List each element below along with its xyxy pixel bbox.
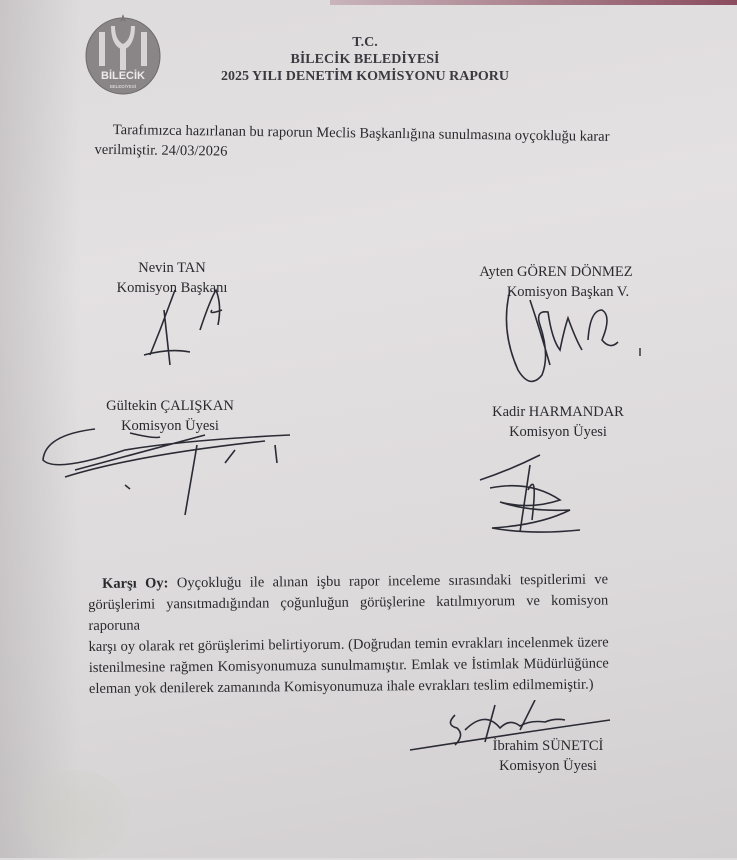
intro-line-1: Tarafımızca hazırlanan bu raporun Meclis Başkanlığına sunulmasına oyçokluğu karar bbox=[112, 121, 610, 145]
signature-kadir-harmandar bbox=[470, 450, 590, 540]
signatory-role: Komisyon Başkan V. bbox=[506, 284, 630, 300]
signatory-role: Komisyon Üyesi bbox=[509, 424, 607, 440]
bilecik-municipality-seal-icon bbox=[83, 10, 163, 96]
intro-line-2: verilmiştir. 24/03/2026 bbox=[94, 141, 228, 160]
signatory-name: Kadir HARMANDAR bbox=[492, 404, 624, 420]
signatory-nevin-tan bbox=[112, 258, 232, 298]
signatory-name: Gültekin ÇALIŞKAN bbox=[106, 398, 234, 414]
dissenting-opinion bbox=[88, 569, 609, 700]
intro-paragraph bbox=[94, 120, 633, 167]
header-municipality: BİLECİK BELEDİYESİ bbox=[290, 52, 440, 67]
signatory-role: Komisyon Üyesi bbox=[121, 418, 219, 434]
dissent-line-2: görüşlerimi yansıtmadığından çoğunluğun görüşlerine katılmıyorum ve komisyon raporuna bbox=[88, 592, 609, 634]
signatory-ayten-goren-donmez bbox=[466, 262, 646, 302]
dissent-line-1: Karşı Oy: Oyçokluğu ile alınan işbu rapor inceleme sırasındaki tespitlerimi ve bbox=[102, 571, 609, 592]
signatory-name: Ayten GÖREN DÖNMEZ bbox=[479, 264, 633, 280]
header-tc: T.C. bbox=[352, 35, 378, 50]
dissent-line-3: karşı oy olarak ret görüşlerimi belirtiyorum. (Doğrudan temin evrakları incelenmek üzere bbox=[88, 634, 609, 655]
header-report-title: 2025 YILI DENETİM KOMİSYONU RAPORU bbox=[220, 69, 510, 84]
signatory-role: Komisyon Üyesi bbox=[499, 758, 597, 774]
background-edge-strip bbox=[330, 0, 737, 5]
signatory-name: İbrahim SÜNETCİ bbox=[492, 738, 604, 754]
signatory-name: Nevin TAN bbox=[138, 260, 206, 276]
logo-text: BİLECİK bbox=[101, 70, 145, 82]
dissent-label: Karşı Oy: bbox=[102, 575, 169, 592]
signatory-kadir-harmandar bbox=[478, 402, 638, 442]
signatory-gultekin-caliskan bbox=[90, 396, 250, 436]
dissent-line-4: istenilmesine rağmen Komisyonumuza sunulmamıştır. Emlak ve İstimlak Müdürlüğünce bbox=[88, 655, 609, 676]
paper-stain bbox=[20, 770, 130, 860]
logo-subtext: BELEDİYESİ bbox=[109, 84, 137, 89]
dissent-line-5: eleman yok denilerek zamanında Komisyonumuza ihale evrakları teslim edilmemiştir.) bbox=[88, 676, 594, 697]
signatory-ibrahim-sunetci bbox=[478, 736, 618, 776]
signatory-role: Komisyon Başkanı bbox=[116, 280, 228, 296]
paper-shadow bbox=[0, 0, 80, 858]
document-header bbox=[200, 34, 530, 85]
